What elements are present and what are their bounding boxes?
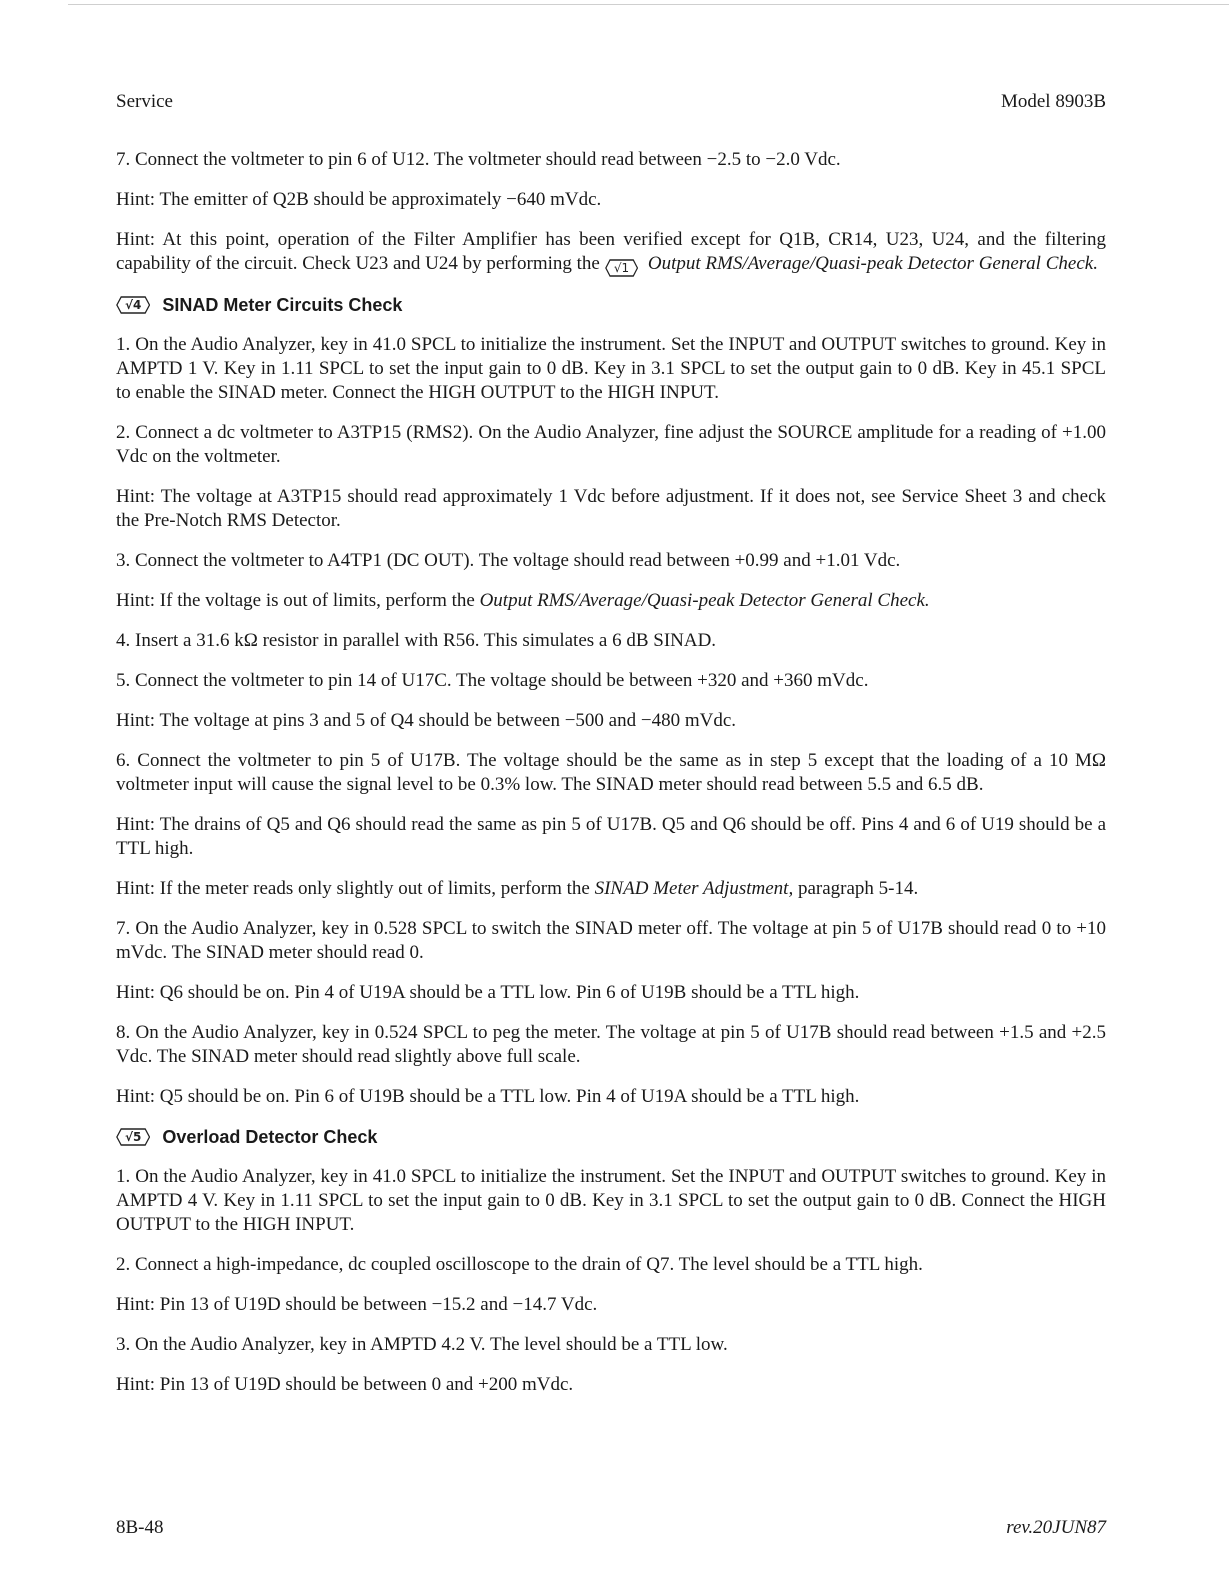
check-5-label: √5 xyxy=(125,1130,142,1144)
intro-hint-2 xyxy=(116,228,1106,277)
check-4-label: √4 xyxy=(125,298,142,312)
sinad-hint-2 xyxy=(116,589,1106,613)
sinad-section-title: SINAD Meter Circuits Check xyxy=(162,295,403,315)
sinad-hint-5 xyxy=(116,877,1106,901)
page-number: 8B-48 xyxy=(116,1517,164,1538)
overload-step-3: 3. On the Audio Analyzer, key in AMPTD 4.2 V. The level should be a TTL low. xyxy=(116,1334,728,1355)
sinad-hint-5-text: Hint: If the meter reads only slightly out of limits, perform the xyxy=(116,878,590,899)
revision-date: rev.20JUN87 xyxy=(1006,1517,1106,1538)
overload-section-heading xyxy=(116,1125,1106,1149)
document-page xyxy=(116,90,1106,1413)
sinad-hint-2-text: Hint: If the voltage is out of limits, perform the xyxy=(116,590,475,611)
sinad-step-5: 5. Connect the voltmeter to pin 14 of U17C. The voltage should be between +320 and +360 mVdc. xyxy=(116,670,869,691)
sinad-hint-7: Hint: Q5 should be on. Pin 6 of U19B should be a TTL low. Pin 4 of U19A should be a TTL high. xyxy=(116,1086,860,1107)
sinad-step-3: 3. Connect the voltmeter to A4TP1 (DC OUT). The voltage should read between +0.99 and +1.01 Vdc. xyxy=(116,550,901,571)
sinad-hint-5-ref: SINAD Meter Adjustment, xyxy=(594,878,794,899)
sinad-section-heading xyxy=(116,293,1106,317)
sinad-hint-5-tail: paragraph 5-14. xyxy=(797,878,919,899)
running-footer xyxy=(116,1517,1106,1539)
intro-hint-2-ref: Output RMS/Average/Quasi-peak Detector General Check. xyxy=(647,253,1098,274)
sinad-hint-4: Hint: The drains of Q5 and Q6 should read the same as pin 5 of U17B. Q5 and Q6 should be off. Pins 4 and 6 of U19 should be a TTL high. xyxy=(116,814,1106,859)
sinad-step-4: 4. Insert a 31.6 kΩ resistor in parallel with R56. This simulates a 6 dB SINAD. xyxy=(116,630,717,651)
sinad-step-8: 8. On the Audio Analyzer, key in 0.524 SPCL to peg the meter. The voltage at pin 5 of U17B should read between +1.5 and +2.5 Vdc. The SINAD meter should read slightly above full scale. xyxy=(116,1022,1106,1067)
check-1-icon xyxy=(605,259,638,277)
overload-hint-2: Hint: Pin 13 of U19D should be between 0 and +200 mVdc. xyxy=(116,1374,574,1395)
running-header xyxy=(116,90,1106,114)
sinad-hint-6: Hint: Q6 should be on. Pin 4 of U19A should be a TTL low. Pin 6 of U19B should be a TTL high. xyxy=(116,982,860,1003)
sinad-hint-3: Hint: The voltage at pins 3 and 5 of Q4 should be between −500 and −480 mVdc. xyxy=(116,710,736,731)
intro-hint-2-text: Hint: At this point, operation of the Filter Amplifier has been verified except for Q1B, CR14, U23, U24, and the filtering capability of the circuit. Check U23 and U24 by performing the xyxy=(116,229,1106,274)
sinad-hint-2-ref: Output RMS/Average/Quasi-peak Detector General Check. xyxy=(479,590,930,611)
overload-step-2: 2. Connect a high-impedance, dc coupled oscilloscope to the drain of Q7. The level should be a TTL high. xyxy=(116,1254,923,1275)
header-section: Service xyxy=(116,91,173,112)
sinad-step-1: 1. On the Audio Analyzer, key in 41.0 SPCL to initialize the instrument. Set the INPUT and OUTPUT switches to ground. Key in AMPTD 1 V. Key in 1.11 SPCL to set the input gain to 0 dB. Key in 3.1 SPCL to set the output gain to 0 dB. Key in 45.1 SPCL to enable the SINAD meter. Connect the HIGH OUTPUT to the HIGH INPUT. xyxy=(116,334,1106,403)
top-rule xyxy=(68,4,1229,5)
overload-step-1: 1. On the Audio Analyzer, key in 41.0 SPCL to initialize the instrument. Set the INPUT and OUTPUT switches to ground. Key in AMPTD 4 V. Key in 1.11 SPCL to set the input gain to 0 dB. Key in 3.1 SPCL to set the output gain to 0 dB. Connect the HIGH OUTPUT to the HIGH INPUT. xyxy=(116,1166,1106,1235)
sinad-step-7: 7. On the Audio Analyzer, key in 0.528 SPCL to switch the SINAD meter off. The voltage at pin 5 of U17B should read 0 to +10 mVdc. The SINAD meter should read 0. xyxy=(116,918,1106,963)
intro-step-7: 7. Connect the voltmeter to pin 6 of U12. The voltmeter should read between −2.5 to −2.0 Vdc. xyxy=(116,149,841,170)
intro-hint-1: Hint: The emitter of Q2B should be approximately −640 mVdc. xyxy=(116,189,602,210)
check-5-icon xyxy=(116,1128,150,1146)
sinad-step-6: 6. Connect the voltmeter to pin 5 of U17B. The voltage should be the same as in step 5 except that the loading of a 10 MΩ voltmeter input will cause the signal level to be 0.3% low. The SINAD meter should read between 5.5 and 6.5 dB. xyxy=(116,750,1106,795)
sinad-hint-1: Hint: The voltage at A3TP15 should read approximately 1 Vdc before adjustment. If it does not, see Service Sheet 3 and check the Pre-Notch RMS Detector. xyxy=(116,486,1106,531)
overload-section-title: Overload Detector Check xyxy=(162,1127,378,1147)
sinad-step-2: 2. Connect a dc voltmeter to A3TP15 (RMS2). On the Audio Analyzer, fine adjust the SOURCE amplitude for a reading of +1.00 Vdc on the voltmeter. xyxy=(116,422,1106,467)
overload-hint-1: Hint: Pin 13 of U19D should be between −15.2 and −14.7 Vdc. xyxy=(116,1294,598,1315)
check-4-icon xyxy=(116,296,150,314)
check-1-label: √1 xyxy=(613,261,630,275)
header-model: Model 8903B xyxy=(1000,91,1106,112)
